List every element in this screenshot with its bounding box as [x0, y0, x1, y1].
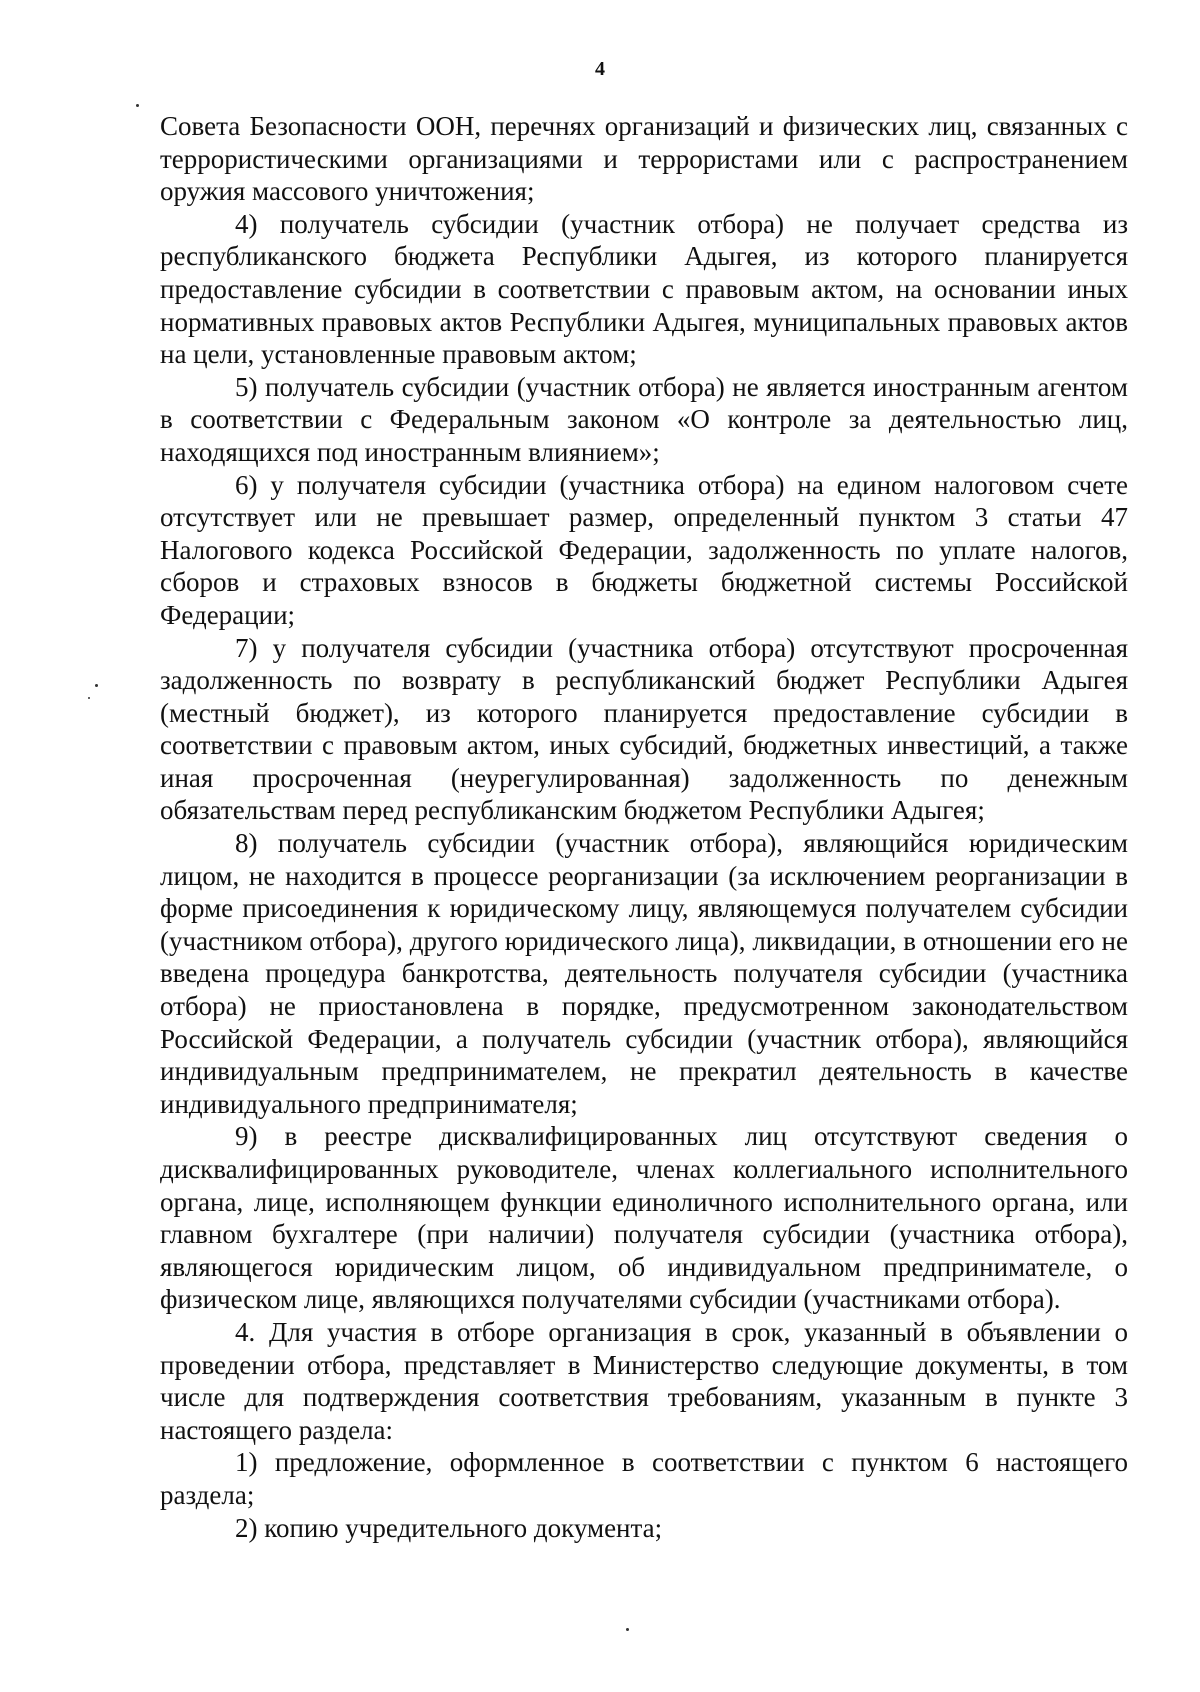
document-body — [160, 110, 1128, 1544]
paragraph-item-6: 6) у получателя субсидии (участника отбора) на едином налоговом счете отсутствует или не превышает размер, определенный пунктом 3 статьи 47 Налогового кодекса Российской Федерации, задолженность по уплате налогов, сборов и страховых взносов в бюджеты бюджетной системы Российской Федерации; — [160, 469, 1128, 630]
scan-speck — [95, 684, 98, 687]
scan-speck — [88, 697, 90, 699]
paragraph-section-4: 4. Для участия в отборе организация в срок, указанный в объявлении о проведении отбора, представляет в Министерство следующие документы, в том числе для подтверждения соответствия требованиям, указанным в пункте 3 настоящего раздела: — [160, 1316, 1128, 1445]
paragraph-item-9: 9) в реестре дисквалифицированных лиц отсутствуют сведения о дисквалифицированных руководителе, членах коллегиального исполнительного органа, лице, исполняющем функции единоличного исполнительного органа, или главном бухгалтере (при наличии) получателя субсидии (участника отбора), являющегося юридическим лицом, об индивидуальном предпринимателе, о физическом лице, являющихся получателями субсидии (участниками отбора). — [160, 1121, 1128, 1315]
paragraph-doc-item-1: 1) предложение, оформленное в соответствии с пунктом 6 настоящего раздела; — [160, 1447, 1128, 1510]
paragraph-doc-item-2: 2) копию учредительного документа; — [235, 1512, 663, 1543]
paragraph-item-4: 4) получатель субсидии (участник отбора) не получает средства из республиканского бюджета Республики Адыгея, из которого планируется предоставление субсидии в соответствии с правовым актом, на основании иных нормативных правовых актов Республики Адыгея, муниципальных правовых актов на цели, установленные правовым актом; — [160, 208, 1128, 370]
paragraph-item-7: 7) у получателя субсидии (участника отбора) отсутствуют просроченная задолженность по возврату в республиканский бюджет Республики Адыгея (местный бюджет), из которого планируется предоставление субсидии в соответствии с правовым актом, иных субсидий, бюджетных инвестиций, а также иная просроченная (неурегулированная) задолженность по денежным обязательствам перед республиканским бюджетом Республики Адыгея; — [160, 632, 1128, 826]
page-number: 4 — [595, 58, 605, 80]
scan-speck — [626, 1628, 629, 1631]
scan-speck — [136, 104, 139, 107]
paragraph-continuation: Совета Безопасности ООН, перечнях организаций и физических лиц, связанных с террористическими организациями и террористами или с распространением оружия массового уничтожения; — [160, 111, 1128, 207]
paragraph-item-5: 5) получатель субсидии (участник отбора) не является иностранным агентом в соответствии с Федеральным законом «О контроле за деятельностью лиц, находящихся под иностранным влиянием»; — [160, 371, 1128, 467]
paragraph-item-8: 8) получатель субсидии (участник отбора), являющийся юридическим лицом, не находится в процессе реорганизации (за исключением реорганизации в форме присоединения к юридическому лицу, являющемуся получателем субсидии (участником отбора), другого юридического лица), ликвидации, в отношении его не введена процедура банкротства, деятельность получателя субсидии (участника отбора) не приостановлена в порядке, предусмотренном законодательством Российской Федерации, а получатель субсидии (участник отбора), являющийся индивидуальным предпринимателем, не прекратил деятельность в качестве индивидуального предпринимателя; — [160, 828, 1128, 1119]
